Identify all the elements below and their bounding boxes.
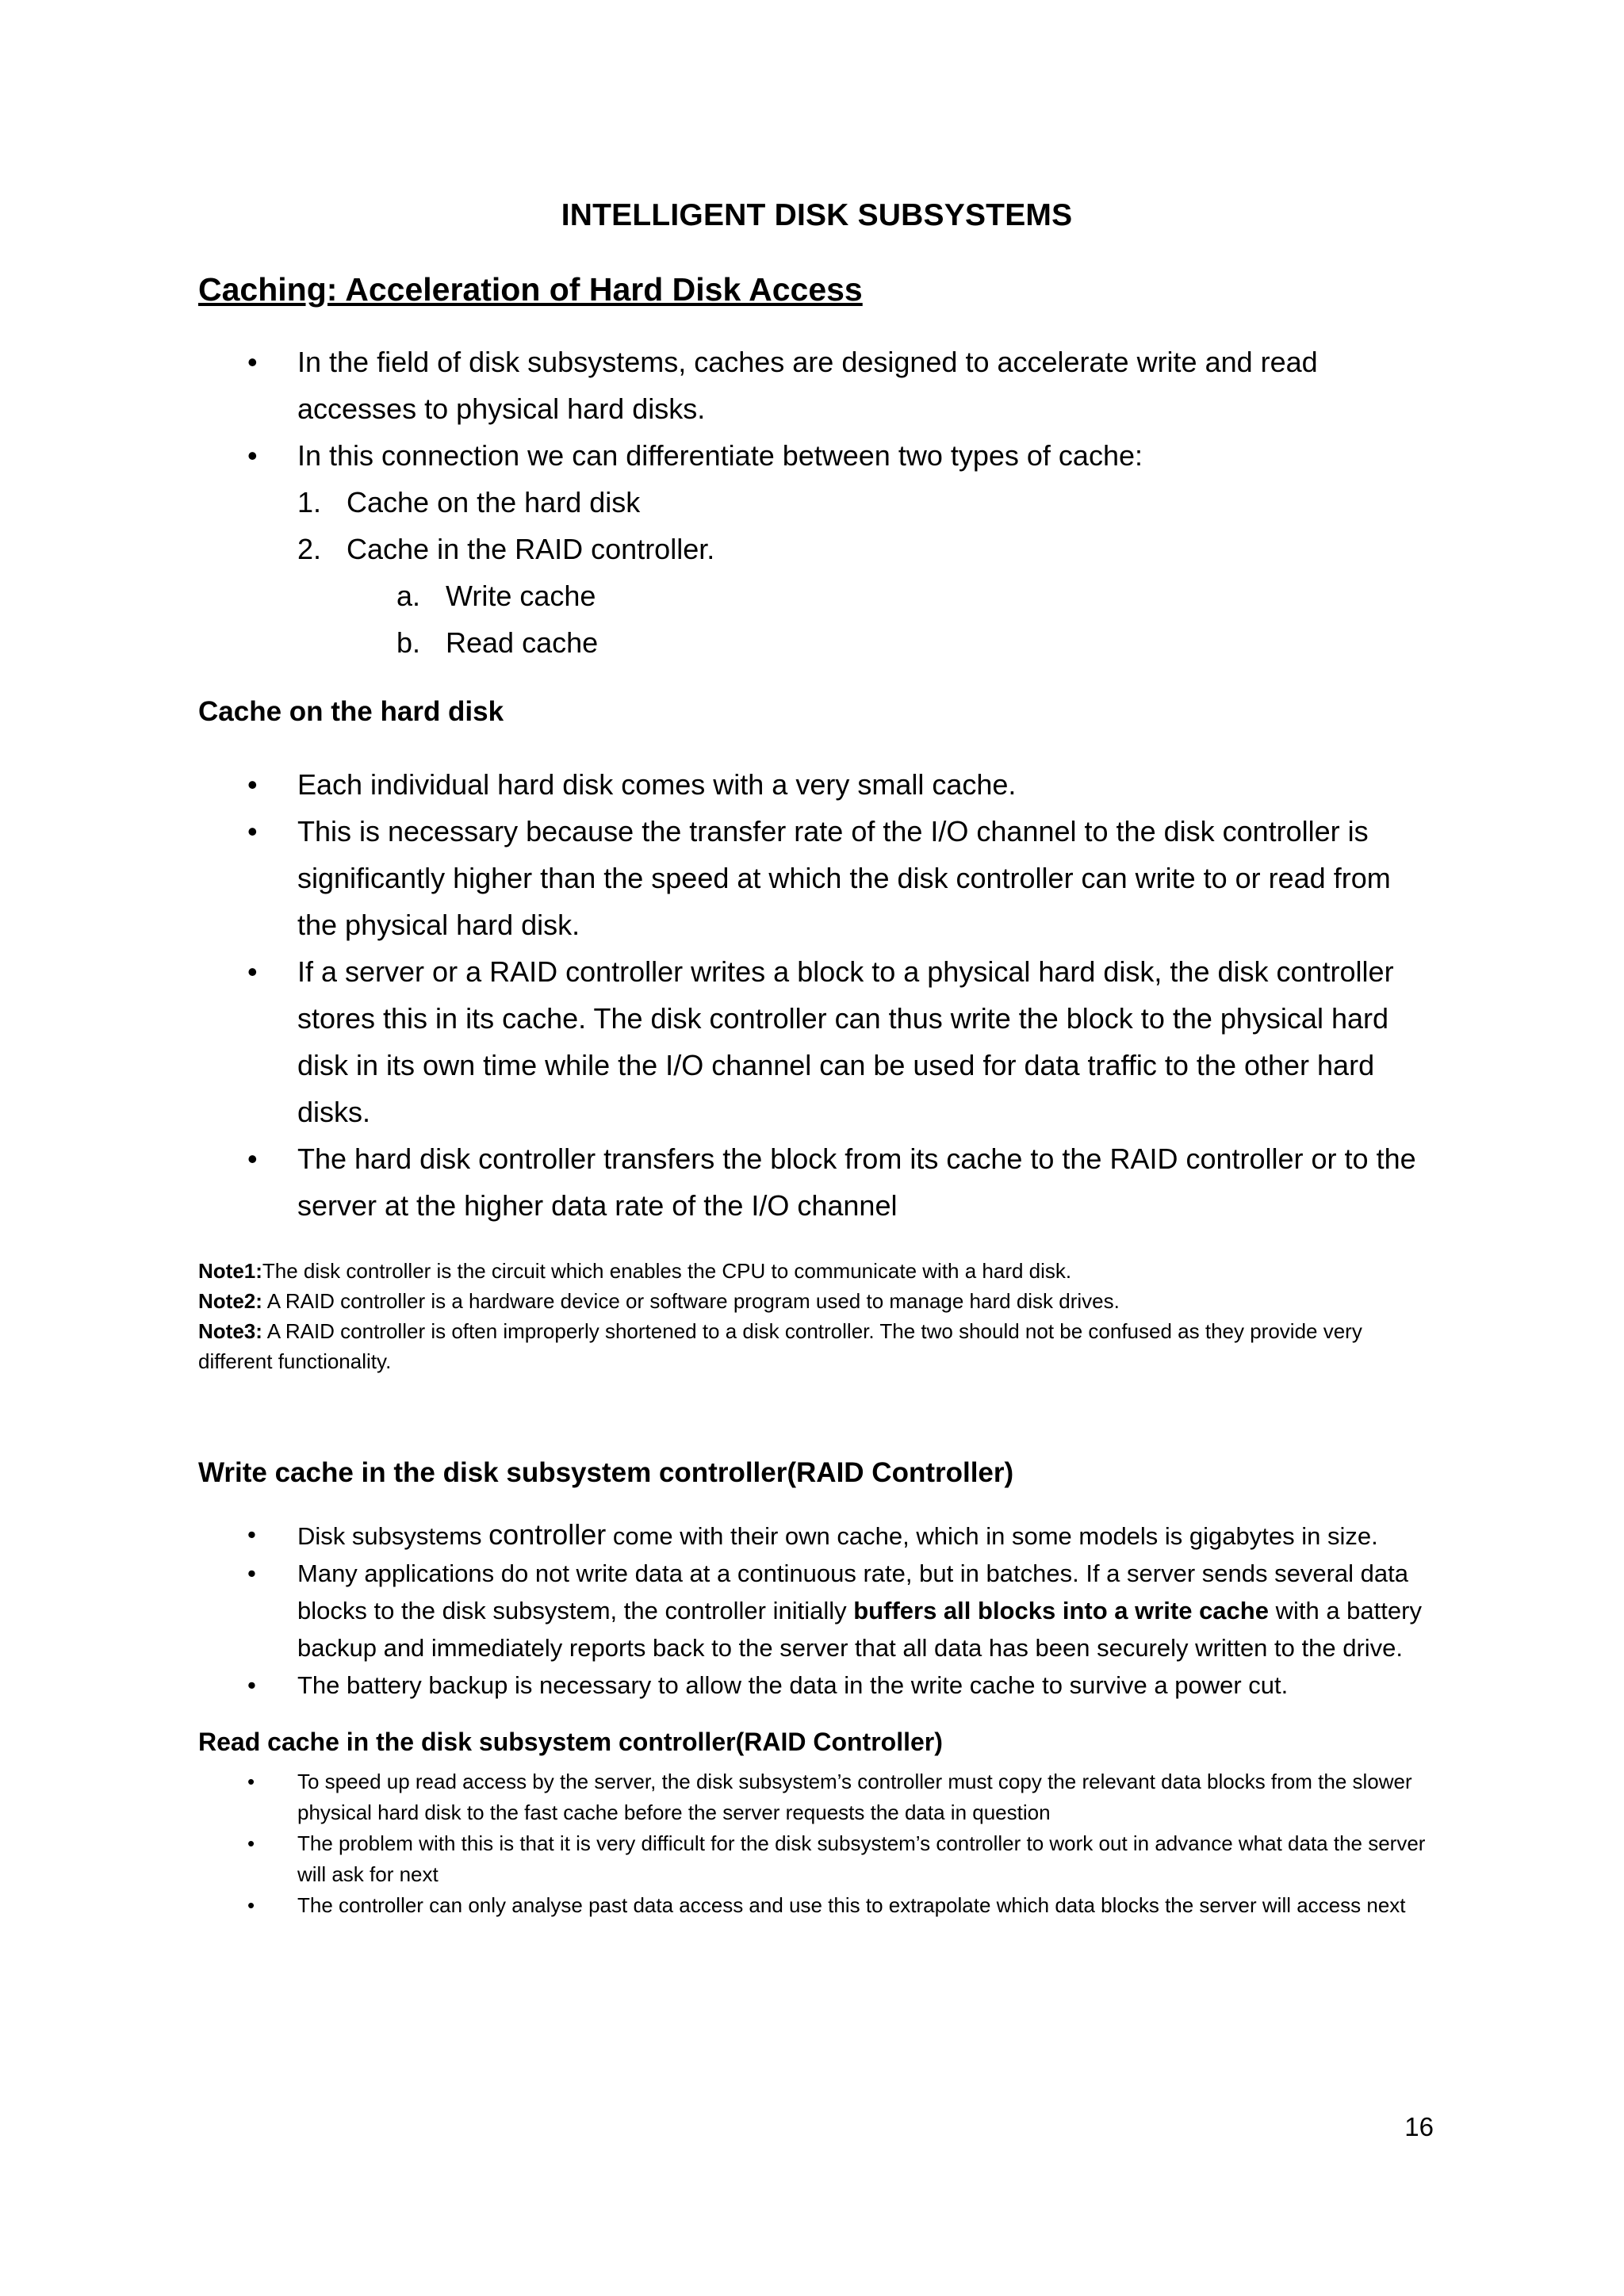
document-title: INTELLIGENT DISK SUBSYSTEMS: [561, 198, 1073, 232]
list-item: • If a server or a RAID controller writes a block to a physical hard disk, the disk controller stores this in its cache. The disk controller can thus write the block to the physical hard disk in its own time while the I/O channel can be used for data traffic to the other hard disks.: [198, 948, 1435, 1135]
text-run: Many applications do not write data at a continuous rate, but in batches. If a server sends several data blocks to the disk subsystem, the controller initially: [297, 1559, 1408, 1624]
intro-bullet: • In this connection we can differentiate between two types of cache:: [198, 432, 1435, 479]
item-text: Read cache: [446, 626, 599, 659]
numbered-item: [198, 526, 1435, 572]
notes-block: [198, 1256, 1435, 1376]
list-item: • This is necessary because the transfer rate of the I/O channel to the disk controller is significantly higher than the speed at which the disk controller can write to or read from the physical hard disk.: [198, 808, 1435, 948]
note-text: A RAID controller is a hardware device or software program used to manage hard disk drives.: [262, 1289, 1120, 1313]
text-run: Disk subsystems: [297, 1522, 489, 1550]
note-label: Note1:: [198, 1259, 262, 1283]
write-cache-heading: Write cache in the disk subsystem controller(RAID Controller): [198, 1457, 1014, 1488]
note-line: [198, 1256, 1435, 1286]
read-cache-heading: Read cache in the disk subsystem controller(RAID Controller): [198, 1728, 943, 1756]
emphasis-text: controller: [488, 1518, 607, 1551]
lettered-item: [198, 572, 1435, 619]
read-cache-list: [198, 1766, 1435, 1921]
list-item: • The hard disk controller transfers the block from its cache to the RAID controller or to the server at the higher data rate of the I/O channel: [198, 1135, 1435, 1229]
intro-bullet-list: [198, 339, 1435, 479]
section-title: Caching: Acceleration of Hard Disk Access: [198, 271, 863, 308]
text-run: with a battery backup and immediately reports back to the server that all data has been securely written to the drive.: [297, 1597, 1422, 1662]
note-text: A RAID controller is often improperly shortened to a disk controller. The two should not be confused as they provide very different functionality.: [198, 1319, 1362, 1373]
document-page: [198, 198, 1435, 1921]
bold-text: buffers all blocks into a write cache: [853, 1597, 1269, 1624]
item-text: Write cache: [446, 580, 596, 612]
page-number: 16: [1404, 2112, 1434, 2141]
write-cache-list: [198, 1516, 1435, 1704]
intro-bullet: • In the field of disk subsystems, caches are designed to accelerate write and read accesses to physical hard disks.: [198, 339, 1435, 432]
item-text: Cache on the hard disk: [347, 486, 641, 519]
item-number: 1.: [297, 486, 322, 519]
note-label: Note3:: [198, 1319, 262, 1343]
hard-disk-cache-list: [198, 761, 1435, 1229]
lettered-item: [198, 619, 1435, 666]
numbered-item: [198, 479, 1435, 526]
note-line: [198, 1316, 1435, 1376]
list-item: • The battery backup is necessary to allow the data in the write cache to survive a power cut.: [198, 1667, 1435, 1704]
list-item: [198, 1555, 1435, 1667]
list-item: • Each individual hard disk comes with a very small cache.: [198, 761, 1435, 808]
item-text: Cache in the RAID controller.: [347, 533, 715, 565]
list-item: • To speed up read access by the server, the disk subsystem’s controller must copy the relevant data blocks from the slower physical hard disk to the fast cache before the server requests the data in question: [198, 1766, 1435, 1828]
item-letter: a.: [396, 580, 421, 612]
list-item: • The problem with this is that it is very difficult for the disk subsystem’s controller to work out in advance what data the server will ask for next: [198, 1828, 1435, 1890]
list-item: • The controller can only analyse past data access and use this to extrapolate which data blocks the server will access next: [198, 1890, 1435, 1921]
list-item: [198, 1516, 1435, 1555]
note-line: [198, 1286, 1435, 1316]
note-text: The disk controller is the circuit which enables the CPU to communicate with a hard disk.: [262, 1259, 1072, 1283]
hard-disk-cache-heading: Cache on the hard disk: [198, 696, 504, 727]
note-label: Note2:: [198, 1289, 262, 1313]
text-run: come with their own cache, which in some models is gigabytes in size.: [606, 1522, 1378, 1550]
item-letter: b.: [396, 626, 421, 659]
item-number: 2.: [297, 533, 322, 565]
